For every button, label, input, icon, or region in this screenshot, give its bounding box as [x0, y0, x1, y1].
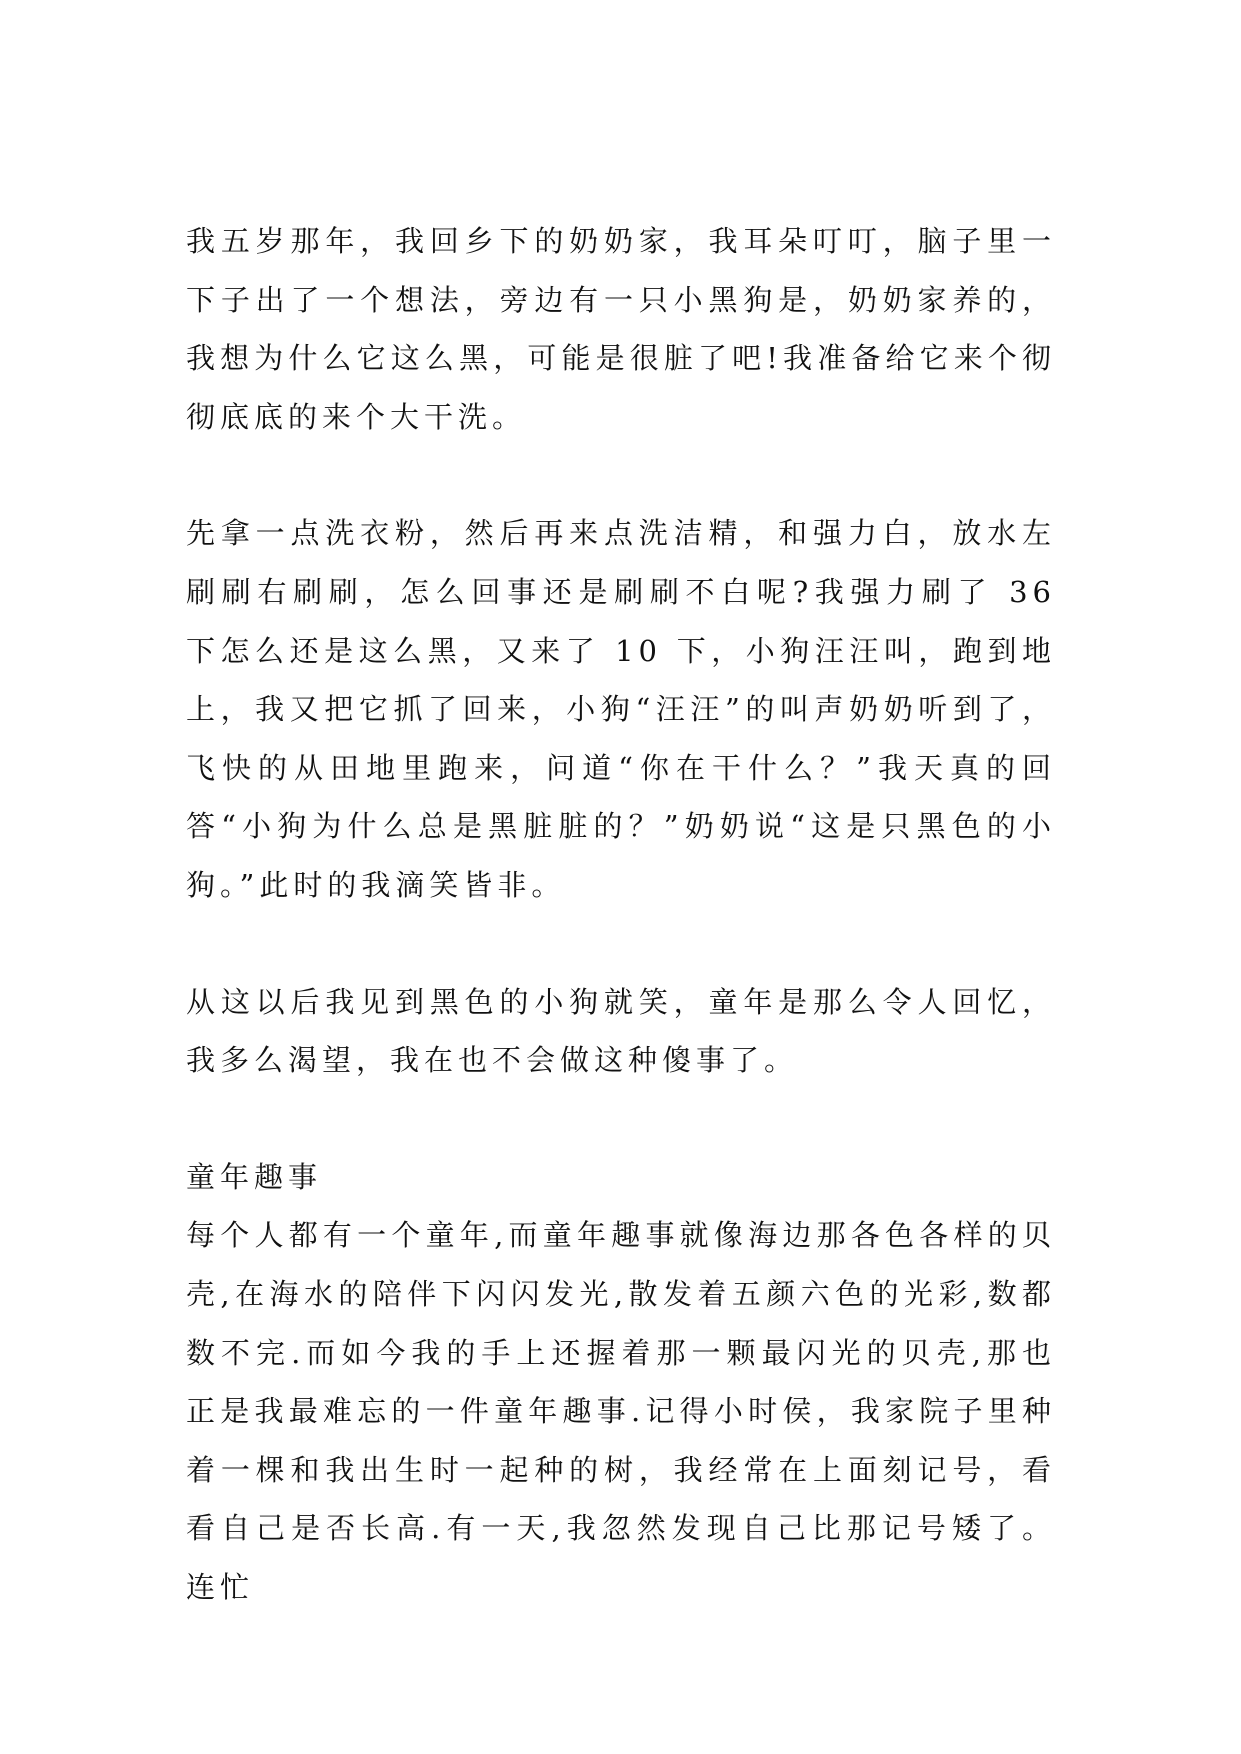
- paragraph-wash-dog-ending: 从这以后我见到黑色的小狗就笑，童年是那么令人回忆，我多么渴望，我在也不会做这种傻事了。: [186, 984, 1056, 1078]
- paragraph-wash-dog-story: 先拿一点洗衣粉，然后再来点洗洁精，和强力白，放水左刷刷右刷刷，怎么回事还是刷刷不白呢?我强力刷了 36 下怎么还是这么黑，又来了 10 下，小狗汪汪叫，跑到地上，我又把它抓了回来，小狗“汪汪”的叫声奶奶听到了，飞快的从田地里跑来，问道“你在干什么？”我天真的回答“小狗为什么总是黑脏脏的？”奶奶说“这是只黑色的小狗。”此时的我滴笑皆非。: [186, 516, 1056, 902]
- paragraph-wash-dog-intro: 我五岁那年，我回乡下的奶奶家，我耳朵叮叮，脑子里一下子出了一个想法，旁边有一只小黑狗是，奶奶家养的，我想为什么它这么黑，可能是很脏了吧!我准备给它来个彻彻底底的来个大干洗。: [186, 224, 1056, 434]
- paragraph-childhood-story: 每个人都有一个童年,而童年趣事就像海边那各色各样的贝壳,在海水的陪伴下闪闪发光,散发着五颜六色的光彩,数都数不完.而如今我的手上还握着那一颗最闪光的贝壳,那也正是我最难忘的一件童年趣事.记得小时侯，我家院子里种着一棵和我出生时一起种的树，我经常在上面刻记号，看看自己是否长高.有一天,我忽然发现自己比那记号矮了。连忙: [186, 1218, 1056, 1604]
- document-body: [186, 212, 1056, 1616]
- section-title: 童年趣事: [186, 1159, 323, 1194]
